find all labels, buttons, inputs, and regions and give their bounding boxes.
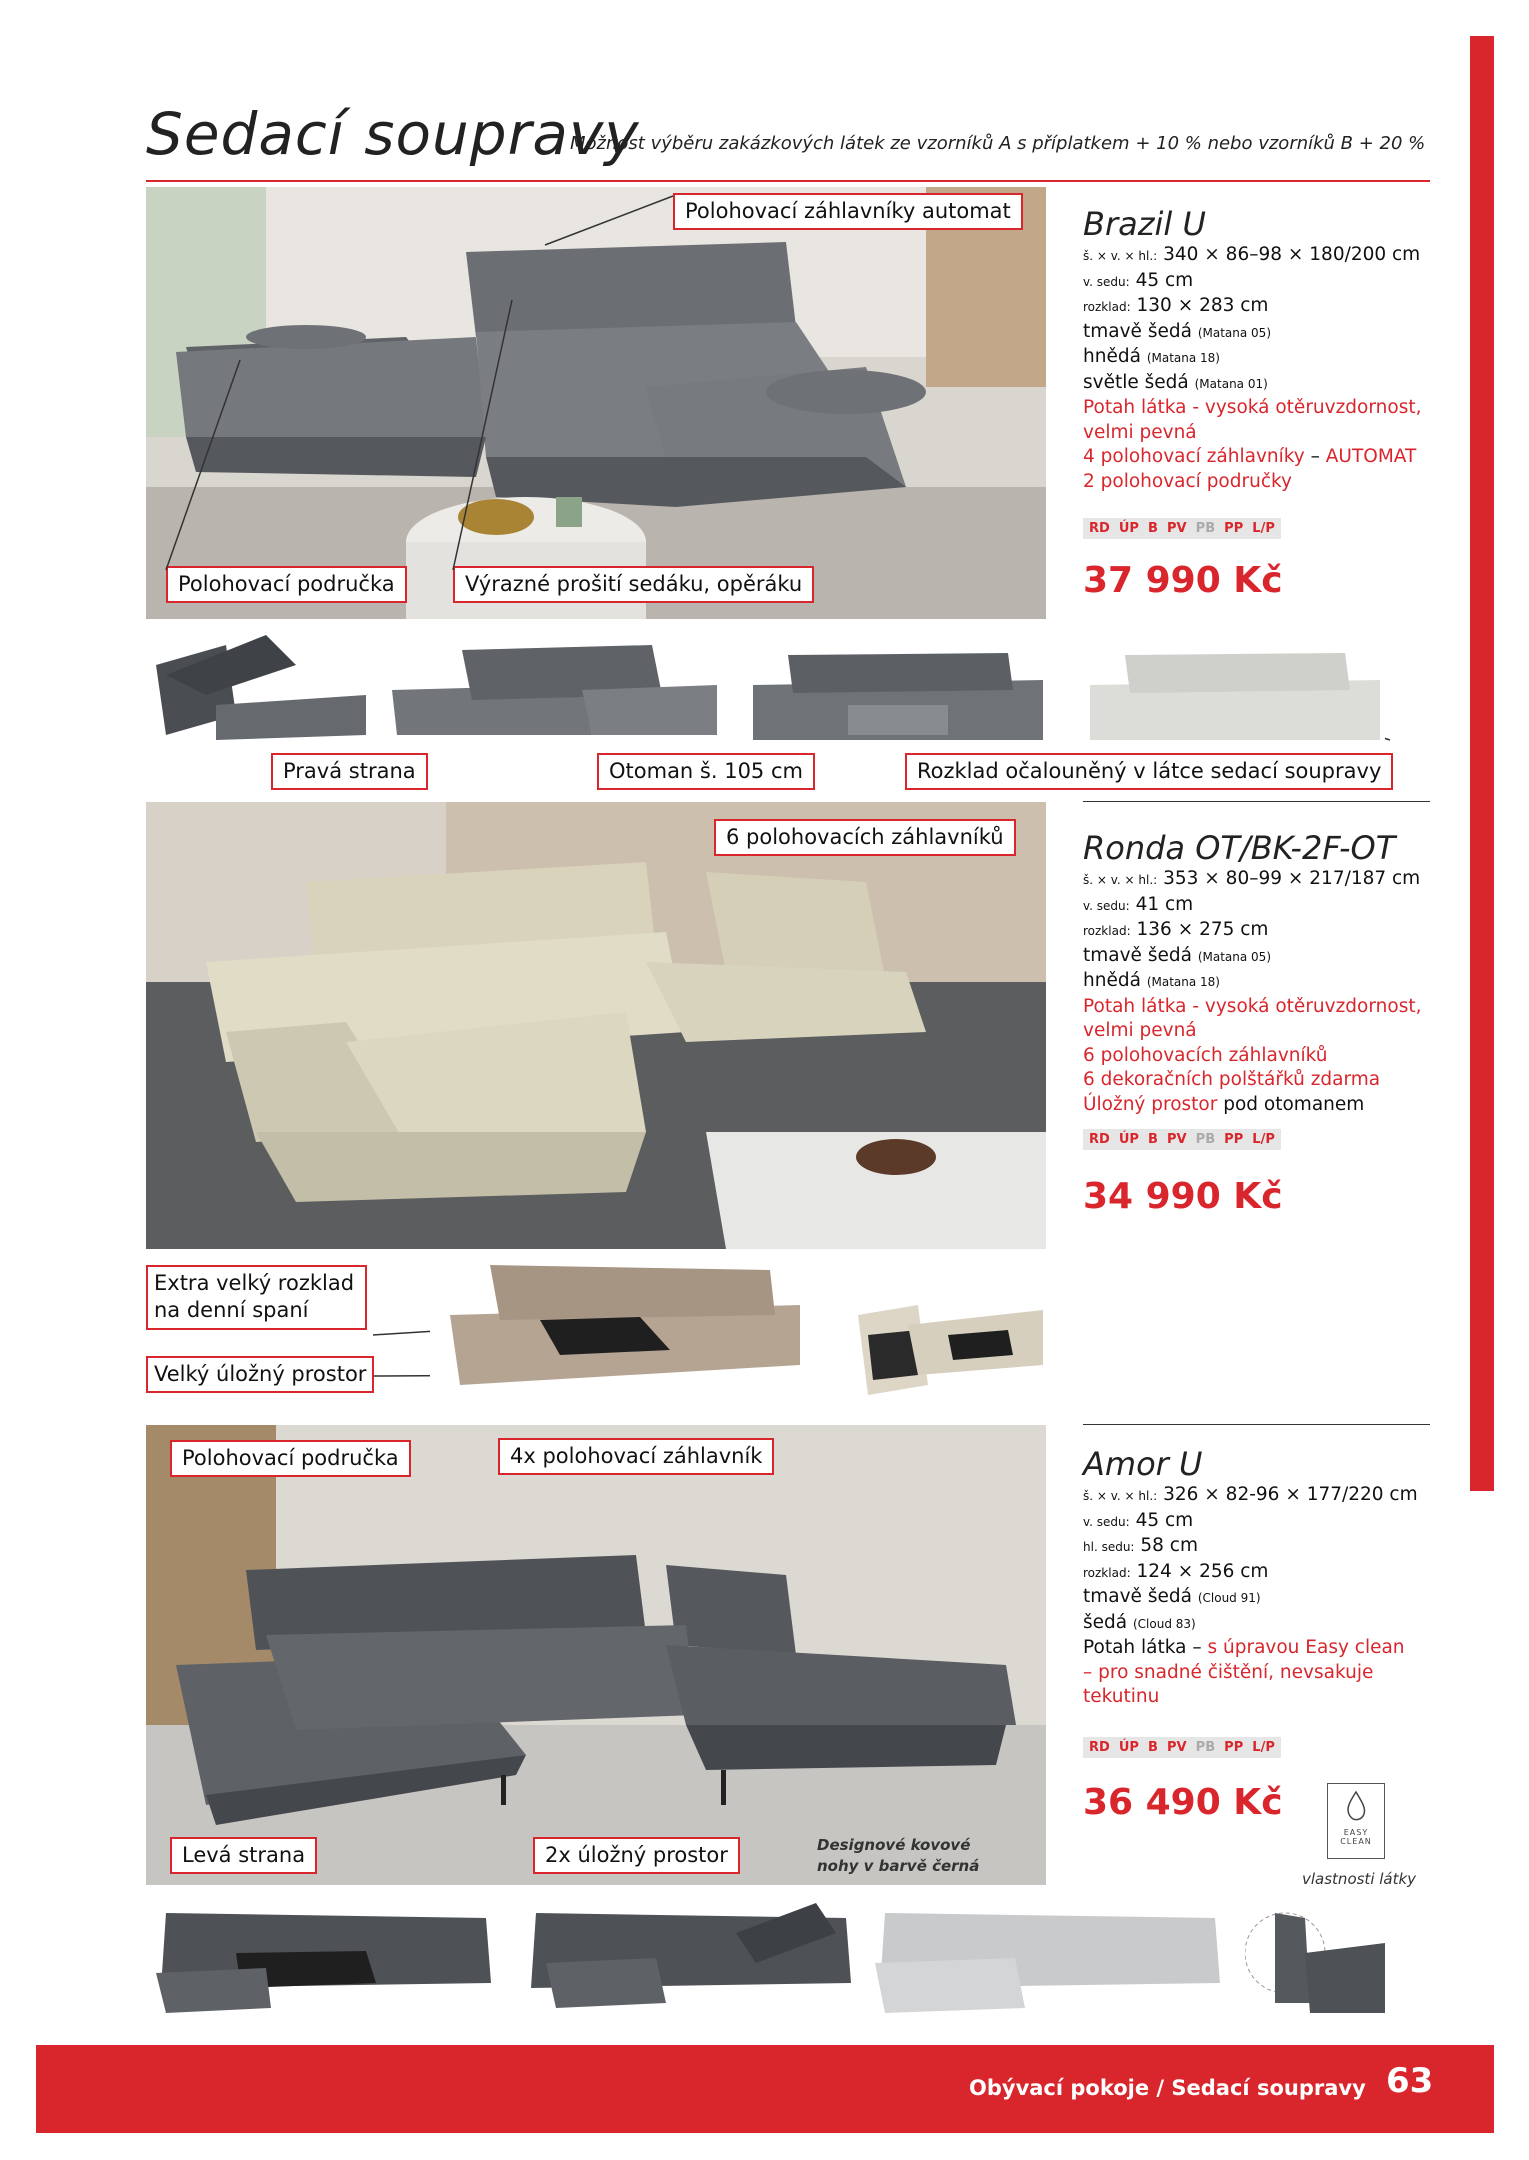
tag: PP [1224,1740,1244,1755]
amor-depth-label: hl. sedu: [1083,1540,1135,1554]
footer-section-title: Obývací pokoje / Sedací soupravy [969,2076,1366,2100]
amor-legs-note-line1: Designové kovové [817,1836,971,1854]
brazil-seat-value: 45 cm [1135,269,1194,291]
callout-brazil-stitching: Výrazné prošití sedáku, opěráku [453,566,814,603]
callout-ronda-bed-line2: na denní spaní [154,1298,309,1323]
callout-brazil-headrest: Polohovací záhlavníky automat [673,193,1023,230]
ronda-color-code: (Matana 18) [1146,975,1220,989]
tag: RD [1089,1740,1110,1755]
brazil-feature-dash: – [1304,446,1326,467]
amor-thumb-3 [865,1893,1225,2023]
amor-feature: tekutinu [1083,1686,1160,1707]
ronda-thumb-2 [848,1255,1048,1405]
amor-thumb-2 [516,1893,856,2023]
brazil-feature: 2 polohovací područky [1083,470,1293,492]
brazil-thumb-1 [146,625,371,745]
ronda-color-name: hnědá [1083,970,1141,991]
ronda-product-name: Ronda OT/BK-2F-OT [1083,829,1396,867]
callout-ronda-bed [146,1265,367,1330]
ronda-thumb-1 [430,1255,810,1395]
ronda-feature: 6 dekoračních polštářků zdarma [1083,1069,1381,1090]
brazil-thumb-2 [382,640,722,740]
easy-clean-icon [1327,1783,1385,1859]
amor-feature: Potah látka – [1083,1637,1208,1658]
amor-feature: s úpravou Easy clean [1207,1637,1405,1658]
brazil-feature: AUTOMAT [1325,446,1417,467]
tag: PP [1224,521,1244,536]
brazil-feature: 4 polohovací záhlavníky [1083,446,1305,467]
ronda-tags [1083,1129,1281,1150]
callout-ronda-bed-line1: Extra velký rozklad [154,1271,355,1295]
amor-color-code: (Cloud 83) [1133,1616,1196,1631]
brazil-dims-value: 340 × 86–98 × 180/200 cm [1163,244,1421,265]
brazil-bed-value: 130 × 283 cm [1136,295,1269,316]
page-subtitle: Možnost výběru zakázkových látek ze vzorníků A s příplatkem + 10 % nebo vzorníků B + 20 % [570,133,1426,154]
brazil-bed-label: rozklad: [1083,300,1131,314]
ronda-seat-value: 41 cm [1135,893,1194,915]
brazil-tags [1083,518,1281,539]
ronda-price: 34 990 Kč [1083,1176,1283,1217]
brazil-seat-label: v. sedu: [1083,274,1130,289]
amor-color-code: (Cloud 91) [1197,1591,1261,1605]
brazil-color-code: (Matana 18) [1146,351,1220,365]
ronda-feature: pod otomanem [1217,1093,1365,1115]
tag: PV [1167,521,1187,536]
tag: PP [1224,1132,1244,1147]
tag: ÚP [1118,1740,1139,1755]
tag: RD [1089,1132,1110,1147]
brazil-product-name: Brazil U [1083,205,1206,243]
amor-seat-label: v. sedu: [1083,1514,1130,1529]
brazil-feature: velmi pevná [1083,421,1197,443]
amor-specs [1083,1483,1418,1710]
brazil-thumb-3 [748,645,1048,745]
tag: PB [1195,521,1216,536]
ronda-bed-label: rozklad: [1083,924,1131,938]
tag: B [1148,1740,1158,1755]
tag: PB [1195,1132,1216,1147]
callout-brazil-bed: Rozklad očalouněný v látce sedací soupravy [905,753,1393,790]
callout-amor-left-side: Levá strana [170,1837,317,1874]
callout-amor-headrest: 4x polohovací záhlavník [498,1438,774,1475]
brazil-color-code: (Matana 01) [1194,376,1268,391]
fabric-note: vlastnosti látky [1302,1870,1417,1888]
brazil-price: 37 990 Kč [1083,560,1283,601]
section-divider [1083,1424,1430,1425]
amor-color-name: šedá [1083,1611,1128,1633]
ronda-dims-label: š. × v. × hl.: [1083,873,1158,887]
tag: PV [1167,1132,1187,1147]
brazil-color-code: (Matana 05) [1197,325,1271,340]
tag: PV [1167,1740,1187,1755]
page-number: 63 [1386,2061,1434,2101]
ronda-feature: Úložný prostor [1083,1093,1218,1115]
brazil-specs [1083,243,1421,494]
tag: ÚP [1118,1132,1139,1147]
amor-dims-value: 326 × 82-96 × 177/220 cm [1163,1484,1418,1505]
amor-dims-label: š. × v. × hl.: [1083,1489,1158,1503]
tag: PB [1195,1740,1216,1755]
amor-color-name: tmavě šedá [1083,1586,1192,1607]
callout-ronda-headrest: 6 polohovacích záhlavníků [714,819,1016,856]
callout-amor-armrest: Polohovací područka [170,1440,411,1477]
ronda-specs [1083,867,1421,1117]
callout-brazil-armrest: Polohovací područka [166,566,407,603]
amor-thumb-1 [146,1893,501,2023]
amor-price: 36 490 Kč [1083,1782,1283,1823]
callout-amor-storage: 2x úložný prostor [533,1837,740,1874]
ronda-main-photo [146,802,1046,1249]
brazil-color-name: tmavě šedá [1083,320,1192,342]
section-divider [1083,801,1430,802]
amor-feature: – pro snadné čištění, nevsakuje [1083,1661,1374,1683]
tag: RD [1089,521,1110,536]
amor-depth-value: 58 cm [1140,1535,1198,1556]
callout-brazil-ottoman: Otoman š. 105 cm [597,753,815,790]
ronda-feature: 6 polohovacích záhlavníků [1083,1044,1328,1066]
easy-clean-label: EASY [1343,1828,1369,1837]
amor-tags [1083,1737,1281,1758]
ronda-seat-label: v. sedu: [1083,898,1130,913]
tag: B [1148,1132,1158,1147]
callout-brazil-right-side: Pravá strana [271,753,428,790]
brazil-dims-label: š. × v. × hl.: [1083,249,1158,263]
page-title: Sedací soupravy [146,100,640,168]
callout-ronda-storage: Velký úložný prostor [146,1356,374,1393]
tag: L/P [1252,1132,1275,1147]
amor-main-photo [146,1425,1046,1885]
ronda-dims-value: 353 × 80–99 × 217/187 cm [1163,868,1421,889]
amor-bed-label: rozklad: [1083,1565,1131,1580]
tag: B [1148,521,1158,536]
amor-bed-value: 124 × 256 cm [1136,1560,1269,1582]
tag: L/P [1252,521,1275,536]
brazil-feature: Potah látka - vysoká otěruvzdornost, [1083,397,1422,418]
ronda-feature: velmi pevná [1083,1020,1197,1041]
amor-thumb-4 [1245,1893,1385,2023]
amor-legs-note [817,1835,979,1877]
tag: L/P [1252,1740,1275,1755]
ronda-color-code: (Matana 05) [1197,949,1271,964]
ronda-color-name: tmavě šedá [1083,944,1192,966]
brazil-color-name: světle šedá [1083,371,1189,393]
ronda-feature: Potah látka - vysoká otěruvzdornost, [1083,995,1422,1017]
easy-clean-label: CLEAN [1340,1837,1372,1846]
brazil-color-name: hnědá [1083,346,1141,367]
tag: ÚP [1118,521,1139,536]
amor-product-name: Amor U [1083,1445,1203,1483]
amor-seat-value: 45 cm [1135,1509,1194,1531]
ronda-bed-value: 136 × 275 cm [1136,919,1269,940]
brazil-thumb-4 [1085,645,1385,745]
amor-legs-note-line2: nohy v barvě černá [817,1857,980,1875]
